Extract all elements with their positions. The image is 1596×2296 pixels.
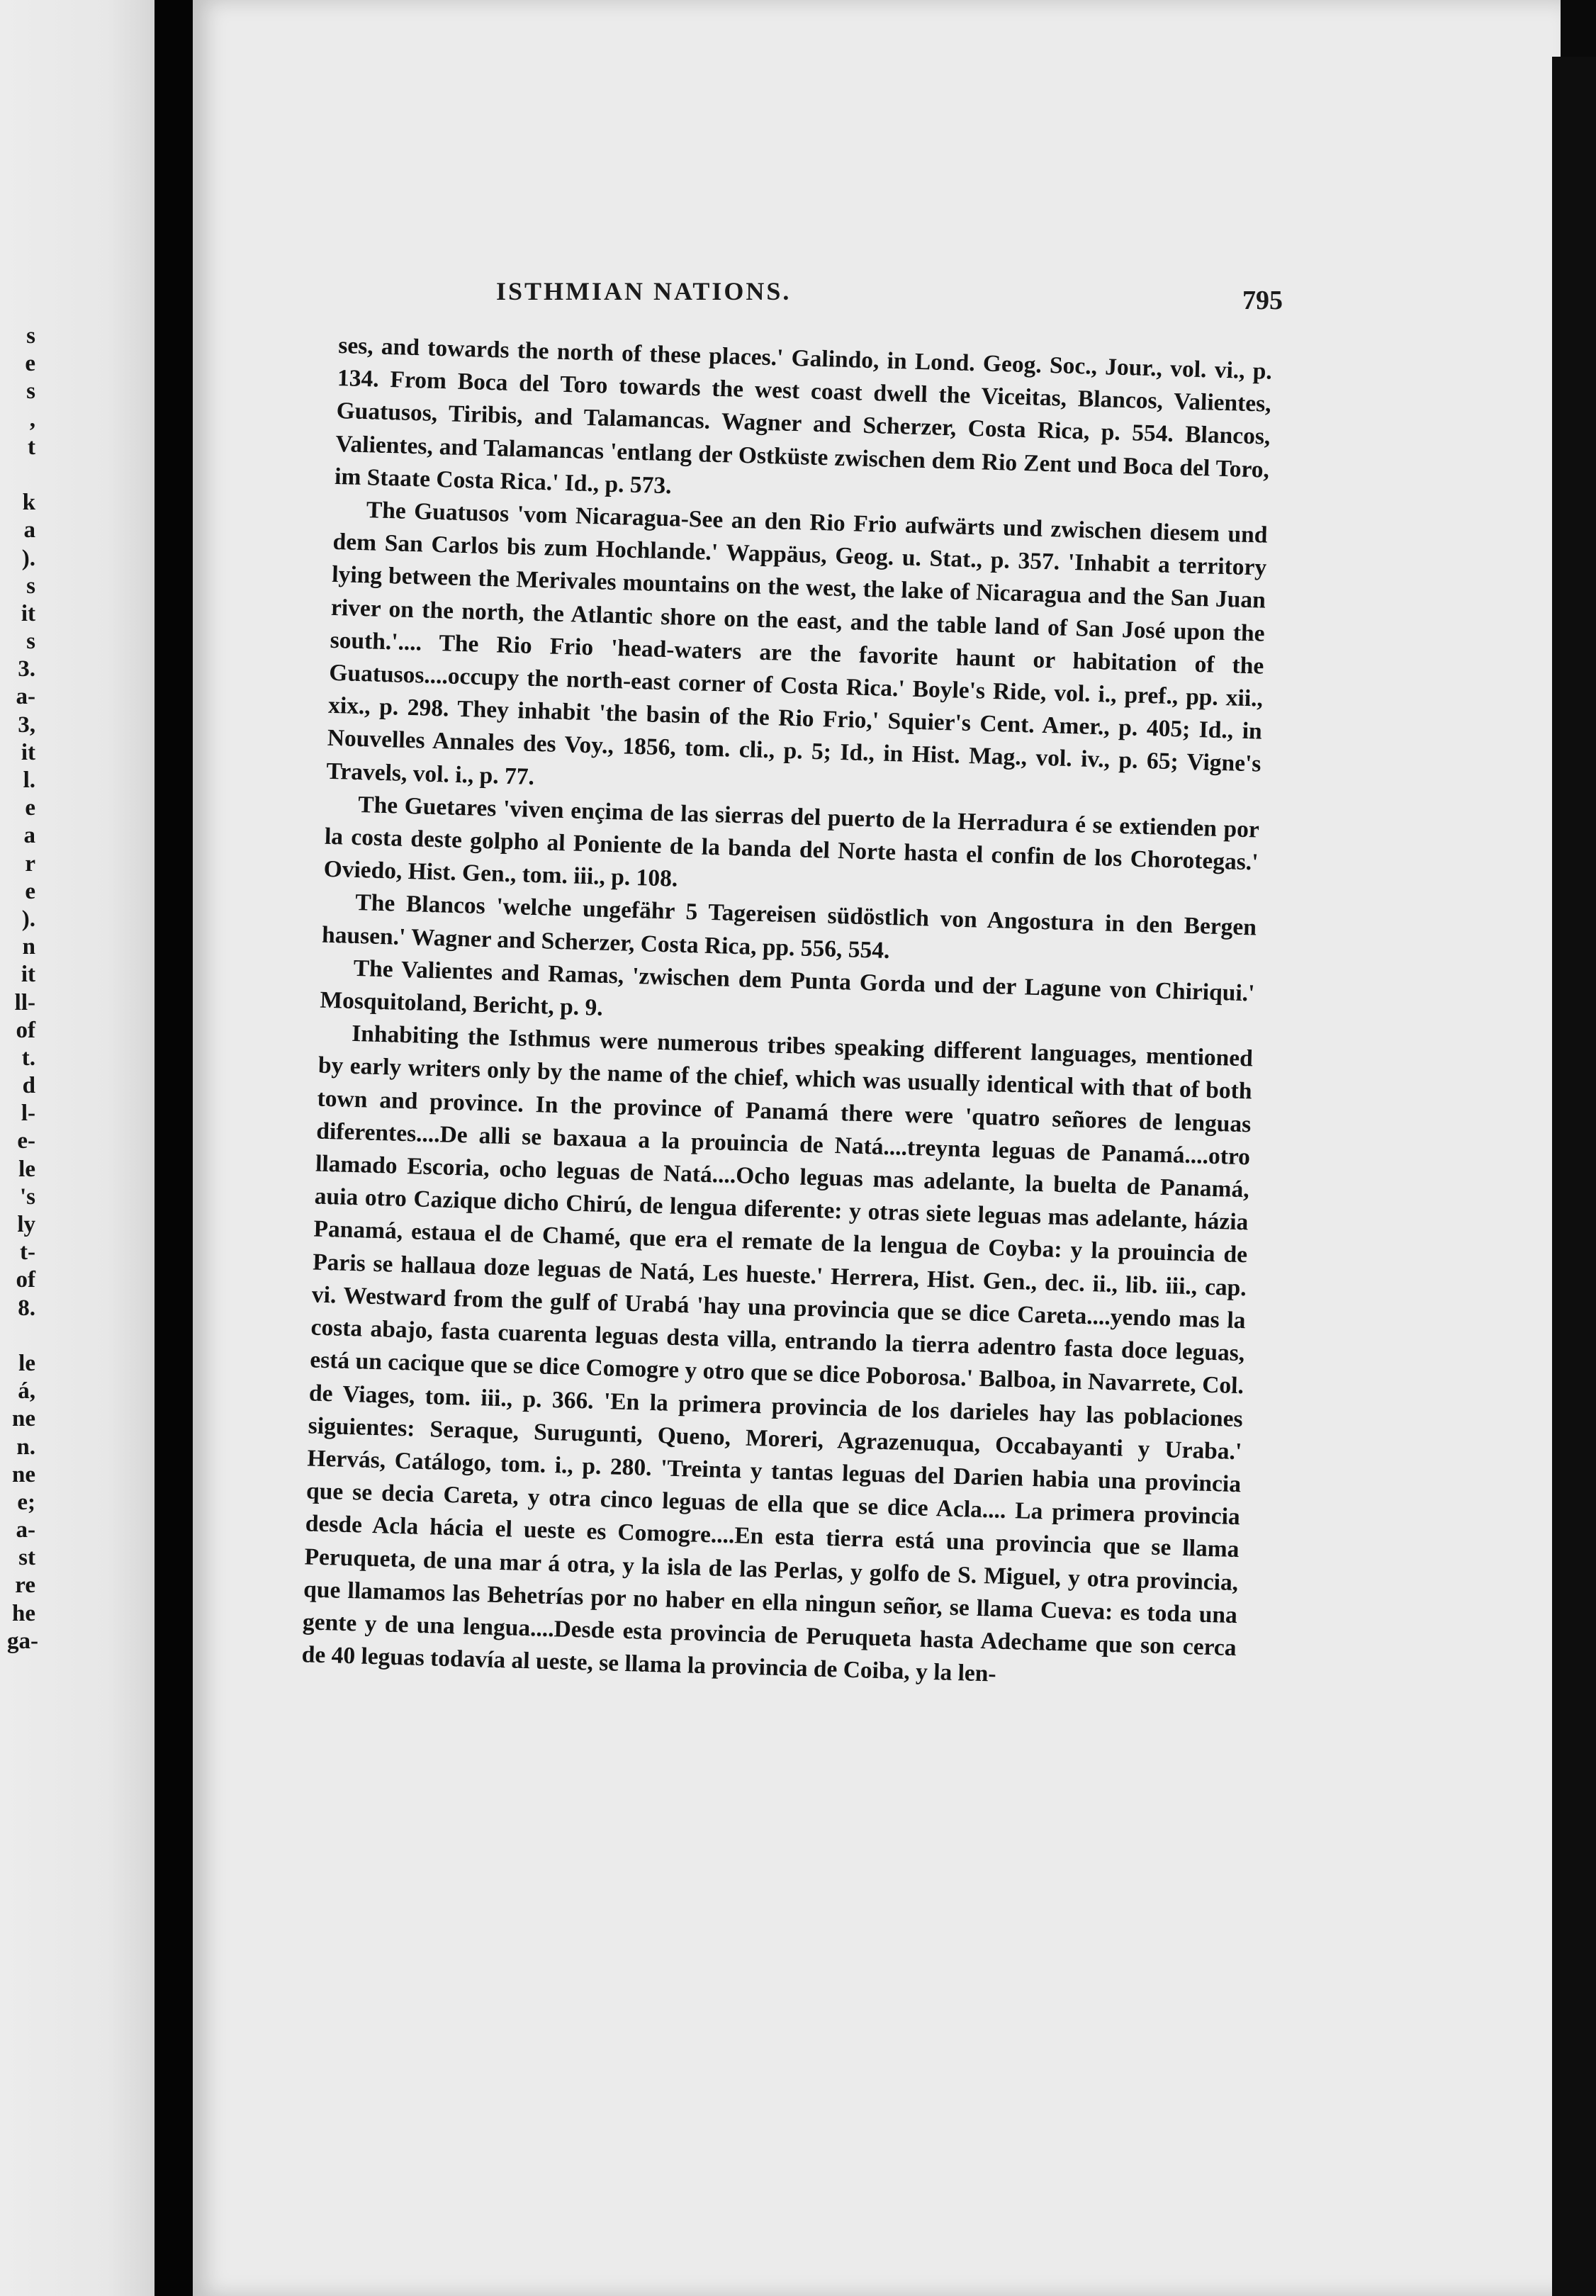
previous-page-line-fragment: a bbox=[23, 517, 35, 544]
previous-page-line-fragment: l. bbox=[23, 767, 35, 793]
previous-page-line-fragment: 's bbox=[19, 1183, 35, 1210]
previous-page-line-fragment: n. bbox=[16, 1434, 35, 1460]
page-number: 795 bbox=[1242, 286, 1283, 315]
previous-page-line-fragment: e; bbox=[17, 1489, 35, 1515]
previous-page-line-fragment: n bbox=[22, 934, 35, 960]
previous-page-line-fragment: ). bbox=[21, 906, 35, 932]
previous-page-line-fragment: ga- bbox=[7, 1628, 38, 1654]
paragraph: The Blancos 'welche ungefähr 5 Tagereisen südöstlich von Angostura in den Bergen hausen.' Wagner and Scherzer, Costa Rica, pp. 556, 554. bbox=[321, 889, 1257, 964]
paragraph: The Guatusos 'vom Nicaragua-See an den Rio Frio aufwärts und zwischen diesem und dem San Carlos bis zum Hochlande.' Wappäus, Geog. u. Stat., p. 357. 'Inhabit a territory lying between the Merivales mountains on the west, the lake of Nicaragua and the San Juan river on the north, the Atlantic shore on the east, and the table land of San José upon the south.'.... The Rio Frio 'head-waters are the favorite haunt or habitation of the Guatusos....occupy the north-east corner of Costa Rica.' Boyle's Ride, vol. i., pref., pp. xii., xix., p. 298. They inhabit 'the basin of the Rio Frio,' Squier's Cent. Amer., p. 405; Id., in Nouvelles Annales des Voy., 1856, tom. cli., p. 5; Id., in Hist. Mag., vol. iv., p. 65; Vigne's Travels, vol. i., p. 77. bbox=[326, 497, 1268, 790]
previous-page-line-fragment: á, bbox=[18, 1378, 35, 1405]
previous-page-line-fragment: 3. bbox=[18, 656, 35, 682]
previous-page-line-fragment: of bbox=[16, 1267, 35, 1293]
previous-page-line-fragment: 3, bbox=[18, 711, 35, 738]
previous-page-line-fragment: , bbox=[29, 406, 35, 432]
previous-page-line-fragment: it bbox=[21, 600, 35, 626]
previous-page-line-fragment: d bbox=[22, 1073, 35, 1099]
previous-page-line-fragment: r bbox=[25, 850, 35, 877]
previous-page-line-fragment: a- bbox=[16, 684, 35, 710]
previous-page-line-fragment bbox=[7, 1322, 35, 1350]
page-body-text bbox=[301, 330, 1272, 1697]
previous-page-line-fragment: s bbox=[26, 573, 35, 599]
paragraph: The Guetares 'viven ençima de las sierras del puerto de la Herradura é se extienden por la costa deste golpho al Poniente de la banda del Norte hasta el confin de los Chorotegas.' Oviedo, Hist. Gen., tom. iii., p. 108. bbox=[323, 791, 1260, 892]
previous-page-line-fragment: st bbox=[18, 1545, 35, 1571]
previous-page-line-fragment: t- bbox=[20, 1239, 35, 1266]
previous-page-line-fragment: t bbox=[28, 434, 35, 460]
paragraph: Inhabiting the Isthmus were numerous tribes speaking different languages, mentioned by early writers only by the name of the chief, which was usually identical with that of both town and province. In the province of Panamá there were 'quatro señores de lenguas diferentes....De alli se baxaua a la prouincia de Natá....treynta leguas de Panamá....otro llamado Escoria, ocho leguas de Natá....Ocho leguas mas adelante, la buelta de Panamá, auia otro Cazique dicho Chirú, de lengua diferente: y otras siete leguas mas adelante, házia Panamá, estaua el de Chamé, que era el remate de la lengua de Coyba: y la prouincia de Paris se hallaua doze leguas de Natá, Les hueste.' Herrera, Hist. Gen., dec. ii., lib. iii., cap. vi. Westward from the gulf of Urabá 'hay una provincia que se dice Careta....yendo mas la costa abajo, fasta cuarenta leguas desta villa, entrando la tierra adentro fasta doce leguas, está un cacique que se dice Comogre y otro que se dice Poborosa.' Balboa, in Navarrete, Col. de Viages, tom. iii., p. 366. 'En la primera provincia de los darieles hay las poblaciones siguientes: Seraque, Surugunti, Queno, Moreri, Agrazenuqua, Occabayanti y Uraba.' Hervás, Catálogo, tom. i., p. 280. 'Treinta y tantas leguas del Darien habia una provincia que se decia Careta, y otra cinco leguas de ella que se dice Acla.... La primera provincia desde Acla hácia el ueste es Comogre....En esta tierra está una provincia que se llama Peruqueta, de una mar á otra, y la isla de las Perlas, y golfo de S. Miguel, y otra provincia, que llamamos las Behetrías por no haber en ella ningun señor, se llama Cueva: es toda una gente y de una lengua....Desde esta provincia de Peruqueta hasta Adechame que son cerca de 40 leguas todavía al ueste, se llama la provincia de Coiba, y la len- bbox=[301, 1020, 1254, 1687]
previous-page-line-fragment: ll- bbox=[14, 989, 35, 1015]
previous-page-line-fragment: ). bbox=[21, 545, 35, 571]
previous-page-line-fragment: l- bbox=[21, 1101, 35, 1127]
previous-page-line-fragment: e bbox=[25, 795, 35, 821]
previous-page-line-fragment: a- bbox=[16, 1517, 35, 1543]
running-head: ISTHMIAN NATIONS. bbox=[496, 277, 792, 305]
paragraph: ses, and towards the north of these places.' Galindo, in Lond. Geog. Soc., Jour., vol. vi., p. 134. From Boca del Toro towards the west coast dwell the Viceitas, Blancos, Valientes, Guatusos, Tiribis, and Talamancas. Wagner and Scherzer, Costa Rica, p. 554. Blancos, Valientes, and Talamancas 'entlang der Ostküste zwischen dem Rio Zent und Boca del Toro, im Staate Costa Rica.' Id., p. 573. bbox=[334, 332, 1273, 500]
page-header bbox=[333, 276, 1283, 319]
previous-page-line-fragment: k bbox=[22, 490, 35, 516]
previous-page-line-fragment: re bbox=[15, 1572, 35, 1599]
previous-page-line-fragment: he bbox=[12, 1600, 35, 1626]
previous-page-line-fragment: it bbox=[21, 962, 35, 988]
paragraph: The Valientes and Ramas, 'zwischen dem Punta Gorda und der Lagune von Chiriqui.' Mosquitoland, Bericht, p. 9. bbox=[320, 955, 1255, 1021]
previous-page-line-fragment: ne bbox=[12, 1461, 35, 1487]
book-gutter-shadow bbox=[154, 0, 193, 2296]
previous-page-line-fragment: t. bbox=[21, 1045, 35, 1071]
previous-page-line-fragment bbox=[7, 461, 35, 489]
previous-page-line-fragment: 8. bbox=[18, 1295, 35, 1321]
previous-page-line-fragment: e bbox=[25, 351, 35, 377]
previous-page-line-fragment: s bbox=[26, 629, 35, 655]
page-edge-shadow bbox=[1552, 57, 1596, 2296]
previous-page-line-fragment: le bbox=[18, 1350, 35, 1376]
previous-page-line-fragments bbox=[7, 322, 38, 1655]
previous-page-edge bbox=[0, 0, 154, 2296]
previous-page-line-fragment: e- bbox=[17, 1128, 35, 1154]
previous-page-line-fragment: ne bbox=[12, 1406, 35, 1432]
previous-page-line-fragment: of bbox=[16, 1017, 35, 1043]
previous-page-line-fragment: e bbox=[25, 878, 35, 904]
previous-page-line-fragment: s bbox=[26, 378, 35, 405]
previous-page-line-fragment: it bbox=[21, 739, 35, 765]
previous-page-line-fragment: ly bbox=[17, 1212, 35, 1237]
previous-page-line-fragment: s bbox=[26, 323, 35, 349]
previous-page-line-fragment: le bbox=[18, 1156, 35, 1182]
previous-page-line-fragment: a bbox=[23, 823, 35, 849]
